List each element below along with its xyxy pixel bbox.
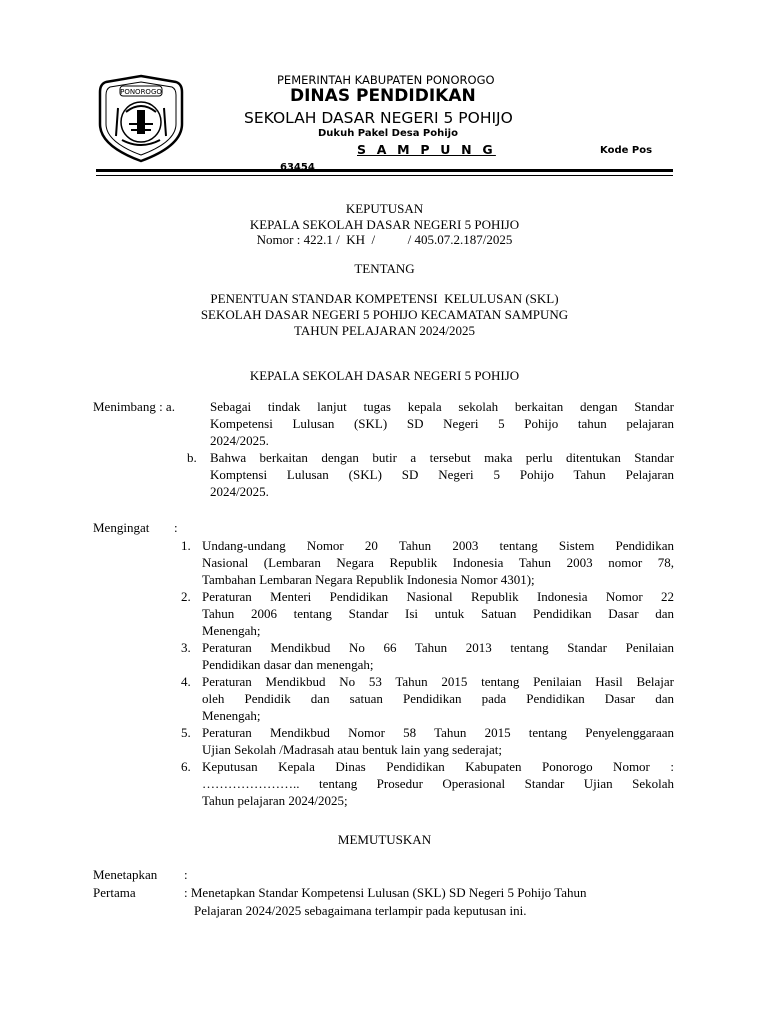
menimbang-point-b [210,449,674,500]
school-name: SEKOLAH DASAR NEGERI 5 POHIJO [244,109,513,127]
decision-issuer: KEPALA SEKOLAH DASAR NEGERI 5 POHIJO [249,217,520,232]
school-address: Dukuh Pakel Desa Pohijo [318,128,458,139]
mengingat-item-number: 1. [181,538,191,553]
menimbang-b-line: Bahwa berkaitan dengan butir a tersebut maka perlu ditentukan Standar [210,450,674,465]
subject-line-2: SEKOLAH DASAR NEGERI 5 POHIJO KECAMATAN SAMPUNG [200,307,569,322]
pertama-line-2: Pelajaran 2024/2025 sebagaimana terlampir pada keputusan ini. [194,903,527,918]
decision-number: Nomor : 422.1 / KH / / 405.07.2.187/2025 [256,232,513,247]
mengingat-item-line: oleh Pendidik dan satuan Pendidikan pada Pendidikan Dasar dan [202,691,674,706]
postal-code: 63454 [280,162,315,169]
about-heading: TENTANG [354,261,415,276]
district-name: S A M P U N G [357,142,496,157]
memutuskan-heading: MEMUTUSKAN [337,832,432,847]
mengingat-item-text [202,673,674,724]
government-name: PEMERINTAH KABUPATEN PONOROGO [277,73,495,87]
mengingat-item-line: Peraturan Mendikbud Nomor 58 Tahun 2015 tentang Penyelenggaraan [202,725,674,740]
mengingat-item-text [202,639,674,673]
pertama-line-1: : Menetapkan Standar Kompetensi Lulusan (SKL) SD Negeri 5 Pohijo Tahun [184,885,587,900]
mengingat-item-line: Pendidikan dasar dan menengah; [202,657,374,672]
mengingat-colon: : [174,520,178,535]
menetapkan-colon: : [184,867,188,882]
menimbang-label: Menimbang : a. [93,399,175,414]
menimbang-b-line: 2024/2025. [210,484,269,499]
menimbang-a-line: Sebagai tindak lanjut tugas kepala sekolah berkaitan dengan Standar [210,399,674,414]
mengingat-item-number: 4. [181,674,191,689]
mengingat-item-line: Keputusan Kepala Dinas Pendidikan Kabupaten Ponorogo Nomor : [202,759,674,774]
mengingat-item-text [202,588,674,639]
mengingat-item-text [202,724,674,758]
mengingat-item-number: 6. [181,759,191,774]
mengingat-item [181,673,674,724]
mengingat-item-text [202,758,674,809]
mengingat-item-line: Peraturan Mendikbud No 53 Tahun 2015 tentang Penilaian Hasil Belajar [202,674,674,689]
mengingat-item-line: Nasional (Lembaran Negara Republik Indonesia Tahun 2003 nomor 78, [202,555,674,570]
mengingat-item-line: Menengah; [202,623,261,638]
mengingat-item-number: 5. [181,725,191,740]
mengingat-item-number: 2. [181,589,191,604]
mengingat-item-line: Peraturan Menteri Pendidikan Nasional Republik Indonesia Nomor 22 [202,589,674,604]
signatory-heading: KEPALA SEKOLAH DASAR NEGERI 5 POHIJO [249,368,520,383]
postal-code-label: Kode Pos [600,145,653,156]
regency-emblem-logo [96,72,186,164]
mengingat-item-number: 3. [181,640,191,655]
menimbang-point-a [210,398,674,449]
mengingat-item-line: Tahun 2006 tentang Standar Isi untuk Satuan Pendidikan Dasar dan [202,606,674,621]
mengingat-item-line: Ujian Sekolah /Madrasah atau bentuk lain yang sederajat; [202,742,502,757]
mengingat-item-line: Menengah; [202,708,261,723]
letterhead-divider-thin [96,175,673,176]
mengingat-item-line: Undang-undang Nomor 20 Tahun 2003 tentang Sistem Pendidikan [202,538,674,553]
mengingat-label: Mengingat [93,520,150,535]
mengingat-item-line: Tahun pelajaran 2024/2025; [202,793,348,808]
menimbang-b-marker: b. [187,450,197,465]
menimbang-a-line: 2024/2025. [210,433,269,448]
menimbang-a-line: Kompetensi Lulusan (SKL) SD Negeri 5 Pohijo tahun pelajaran [210,416,674,431]
mengingat-item-line: Tambahan Lembaran Negara Republik Indonesia Nomor 4301); [202,572,535,587]
logo-text: PONOROGO [120,88,162,96]
mengingat-item [181,588,674,639]
decision-heading: KEPUTUSAN [345,201,424,216]
letterhead-divider-thick [96,169,673,172]
mengingat-item-line: ………………….. tentang Prosedur Operasional Standar Ujian Sekolah [202,776,674,791]
subject-line-3: TAHUN PELAJARAN 2024/2025 [294,323,475,338]
mengingat-item [181,639,674,673]
menimbang-b-line: Komptensi Lulusan (SKL) SD Negeri 5 Pohijo Tahun Pelajaran [210,467,674,482]
mengingat-list [181,537,674,809]
mengingat-item [181,758,674,809]
mengingat-item-line: Peraturan Mendikbud No 66 Tahun 2013 tentang Standar Penilaian [202,640,674,655]
pertama-label: Pertama [93,885,136,900]
office-name: DINAS PENDIDIKAN [290,86,476,106]
menetapkan-label: Menetapkan [93,867,158,882]
mengingat-item [181,537,674,588]
mengingat-item [181,724,674,758]
subject-line-1: PENENTUAN STANDAR KOMPETENSI KELULUSAN (SKL) [210,291,559,306]
mengingat-item-text [202,537,674,588]
